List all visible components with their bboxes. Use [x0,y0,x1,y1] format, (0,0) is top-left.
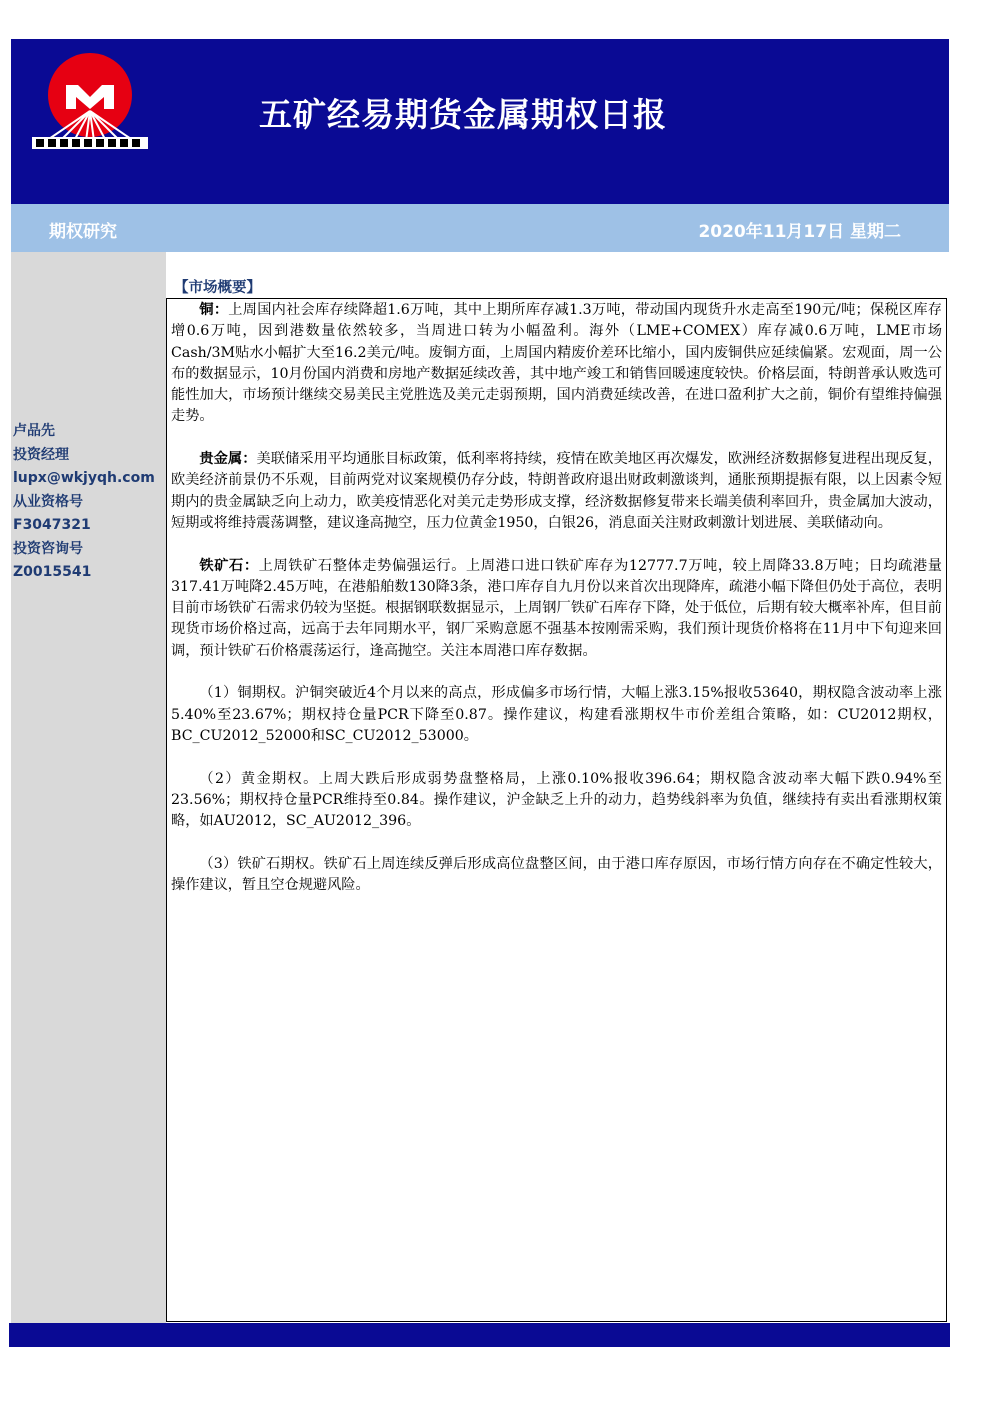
qualification-label: 从业资格号 [13,493,83,510]
overview-heading: 【市场概要】 [174,280,261,296]
paragraph-iron-ore [171,556,942,662]
section-bar [11,204,949,252]
section-name: 期权研究 [49,222,117,242]
paragraph-copper-options [171,683,942,747]
content-box [166,298,947,1322]
minmetals-logo-icon [26,51,154,151]
sidebar [11,252,166,1323]
analyst-info [13,420,166,585]
report-title: 五矿经易期货金属期权日报 [259,95,667,134]
paragraph-copper [171,300,942,428]
consult-label: 投资咨询号 [13,540,83,557]
paragraph-iron-ore-options [171,854,942,897]
report-header [11,39,949,204]
paragraph-gold-options [171,769,942,833]
report-date: 2020年11月17日 星期二 [698,222,901,242]
analyst-email[interactable]: lupx@wkjyqh.com [13,470,155,486]
analyst-role: 投资经理 [13,446,69,463]
paragraph-text: （1）铜期权。沪铜突破近4个月以来的高点，形成偏多市场行情，大幅上涨3.15%报收53640，期权隐含波动率上涨5.40%至23.67%；期权持仓量PCR下降至0.87。操作建议，构建看涨期权牛市价差组合策略，如：CU2012期权，BC_CU2012_52000和SC_CU2012_53000。 [171,685,942,744]
consult-number: Z0015541 [13,564,92,580]
qualification-number: F3047321 [13,517,91,533]
analyst-name: 卢品先 [13,423,55,439]
paragraph-precious-metals [171,449,942,534]
paragraph-lead: 铁矿石： [199,557,259,574]
paragraph-lead: 贵金属： [199,451,257,468]
paragraph-text: （3）铁矿石期权。铁矿石上周连续反弹后形成高位盘整区间，由于港口库存原因，市场行情方向存在不确定性较大，操作建议，暂且空仓规避风险。 [171,855,942,894]
paragraph-text: 上周国内社会库存续降超1.6万吨，其中上期所库存减1.3万吨，带动国内现货升水走高至190元/吨；保税区库存增0.6万吨，因到港数量依然较多，当周进口转为小幅盈利。海外（LME+COMEX）库存减0.6万吨，LME市场Cash/3M贴水小幅扩大至16.2美元/吨。废铜方面，上周国内精废价差环比缩小，国内废铜供应延续偏紧。宏观面，周一公布的数据显示，10月份国内消费和房地产数据延续改善，其中地产竣工和销售回暖速度较快。价格层面，特朗普承认败选可能性加大，市场预计继续交易美民主党胜选及美元走弱预期，国内消费延续改善，在进口盈利扩大之前，铜价有望维持偏强走势。 [171,302,942,425]
footer-bar [9,1323,950,1347]
content-body [171,300,942,918]
paragraph-text: 美联储采用平均通胀目标政策，低利率将持续，疫情在欧美地区再次爆发，欧洲经济数据修复进程出现反复，欧美经济前景仍不乐观，目前两党对议案规模仍存分歧，特朗普政府退出财政刺激谈判，通胀预期提振有限，以上因素令短期内的贵金属缺乏向上动力，欧美疫情恶化对美元走势形成支撑，经济数据修复带来长端美债利率回升，贵金属加大波动，短期或将维持震荡调整，建议逢高抛空，压力位黄金1950，白银26，消息面关注财政刺激计划进展、美联储动向。 [171,451,942,531]
paragraph-lead: 铜： [199,302,229,318]
paragraph-text: 上周铁矿石整体走势偏强运行。上周港口进口铁矿库存为12777.7万吨，较上周降33.8万吨；日均疏港量317.41万吨降2.45万吨，在港船舶数130降3条，港口库存自九月份以来首次出现降库，疏港小幅下降但仍处于高位，表明目前市场铁矿石需求仍较为坚挺。根据钢联数据显示，上周钢厂铁矿石库存下降，处于低位，后期有较大概率补库，但目前现货市场价格过高，远高于去年同期水平，钢厂采购意愿不强基本按刚需采购，我们预计现货价格将在11月中下旬迎来回调，预计铁矿石价格震荡运行，逢高抛空。关注本周港口库存数据。 [171,557,942,659]
paragraph-text: （2）黄金期权。上周大跌后形成弱势盘整格局，上涨0.10%报收396.64；期权隐含波动率大幅下跌0.94%至23.56%；期权持仓量PCR维持至0.84。操作建议，沪金缺乏上升的动力，趋势线斜率为负值，继续持有卖出看涨期权策略，如AU2012，SC_AU2012_396。 [171,770,942,830]
